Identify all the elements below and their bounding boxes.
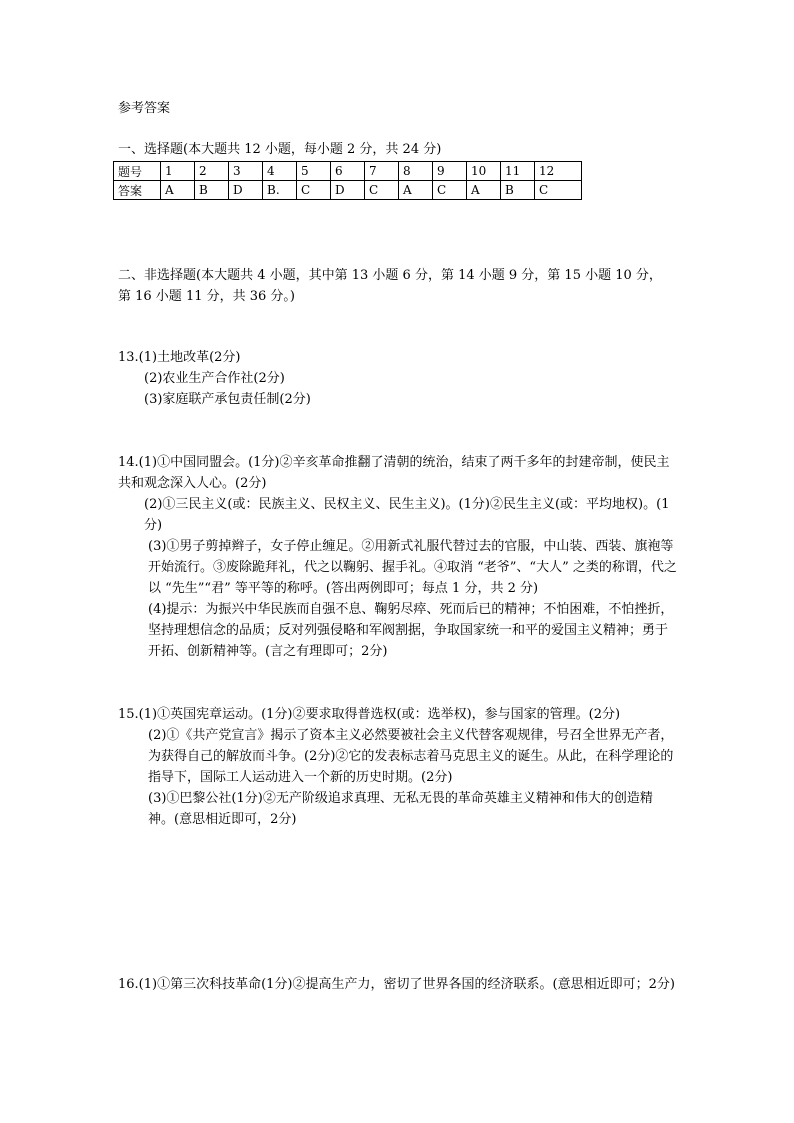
q15-part3: (3)①巴黎公社(1分)②无产阶级追求真理、无私无畏的革命英雄主义精神和伟大的创造精神。(意思相近即可，2分)	[148, 791, 653, 827]
answer-cell: D	[331, 181, 365, 200]
answer-cell: B.	[263, 181, 297, 200]
section2-heading-line2: 第 16 小题 11 分，共 36 分。)	[118, 289, 295, 304]
table-row-answers	[114, 181, 582, 200]
answer-cell: C	[365, 181, 399, 200]
section2-heading-line1: 二、非选择题(本大题共 4 小题，其中第 13 小题 6 分，第 14 小题 9 分，第 15 小题 10 分，	[118, 268, 662, 283]
answer-cell: C	[535, 181, 582, 200]
q16-part1: 16.(1)①第三次科技革命(1分)②提高生产力，密切了世界各国的经济联系。(意思相近即可；2分)	[118, 977, 675, 992]
answer-cell: A	[467, 181, 501, 200]
section1-heading: 一、选择题(本大题共 12 小题，每小题 2 分，共 24 分)	[118, 142, 442, 157]
answer-table	[113, 161, 582, 200]
number-cell: 8	[399, 162, 433, 181]
q13-line2: (2)农业生产合作社(2分)	[144, 371, 285, 386]
number-cell: 10	[467, 162, 501, 181]
q15-part1: 15.(1)①英国宪章运动。(1分)②要求取得普选权(或：选举权)，参与国家的管理。(2分)	[118, 707, 621, 722]
q14-part2: (2)①三民主义(或：民族主义、民权主义、民生主义)。(1分)②民生主义(或：平均地权)。(1分)	[144, 497, 670, 533]
row-label-number: 题号	[114, 162, 161, 181]
q15-part2: (2)①《共产党宣言》揭示了资本主义必然要被社会主义代替客观规律，号召全世界无产者，为获得自己的解放而斗争。(2分)②它的发表标志着马克思主义的诞生。从此，在科学理论的指导下，国际工人运动进入一个新的历史时期。(2分)	[148, 728, 674, 785]
q13-line3: (3)家庭联产承包责任制(2分)	[144, 392, 311, 407]
number-cell: 5	[297, 162, 331, 181]
answer-cell: B	[501, 181, 535, 200]
answer-cell: A	[161, 181, 195, 200]
number-cell: 2	[195, 162, 229, 181]
answer-cell: C	[433, 181, 467, 200]
q14-part1: 14.(1)①中国同盟会。(1分)②辛亥革命推翻了清朝的统治，结束了两千多年的封建帝制，使民主共和观念深入人心。(2分)	[118, 455, 670, 491]
answer-cell: B	[195, 181, 229, 200]
q14-part3: (3)①男子剪掉辫子，女子停止缠足。②用新式礼服代替过去的官服，中山装、西装、旗袍等开始流行。③废除跪拜礼，代之以鞠躬、握手礼。④取消 “老爷”、“大人” 之类的称谓，代之以 “先生”“君” 等平等的称呼。(答出两例即可；每点 1 分，共 2 分)	[148, 539, 677, 596]
row-label-answer: 答案	[114, 181, 161, 200]
number-cell: 6	[331, 162, 365, 181]
number-cell: 9	[433, 162, 467, 181]
number-cell: 1	[161, 162, 195, 181]
table-row-numbers	[114, 162, 582, 181]
number-cell: 4	[263, 162, 297, 181]
answer-cell: C	[297, 181, 331, 200]
answer-cell: D	[229, 181, 263, 200]
answer-cell: A	[399, 181, 433, 200]
q14-part4: (4)提示：为振兴中华民族而自强不息、鞠躬尽瘁、死而后已的精神；不怕困难，不怕挫折，坚持理想信念的品质；反对列强侵略和军阀割据，争取国家统一和平的爱国主义精神；勇于开拓、创新精神等。(言之有理即可；2分)	[148, 602, 674, 659]
number-cell: 12	[535, 162, 582, 181]
number-cell: 11	[501, 162, 535, 181]
number-cell: 7	[365, 162, 399, 181]
page-title: 参考答案	[118, 101, 171, 116]
number-cell: 3	[229, 162, 263, 181]
q13-line1: 13.(1)土地改革(2分)	[118, 350, 241, 365]
